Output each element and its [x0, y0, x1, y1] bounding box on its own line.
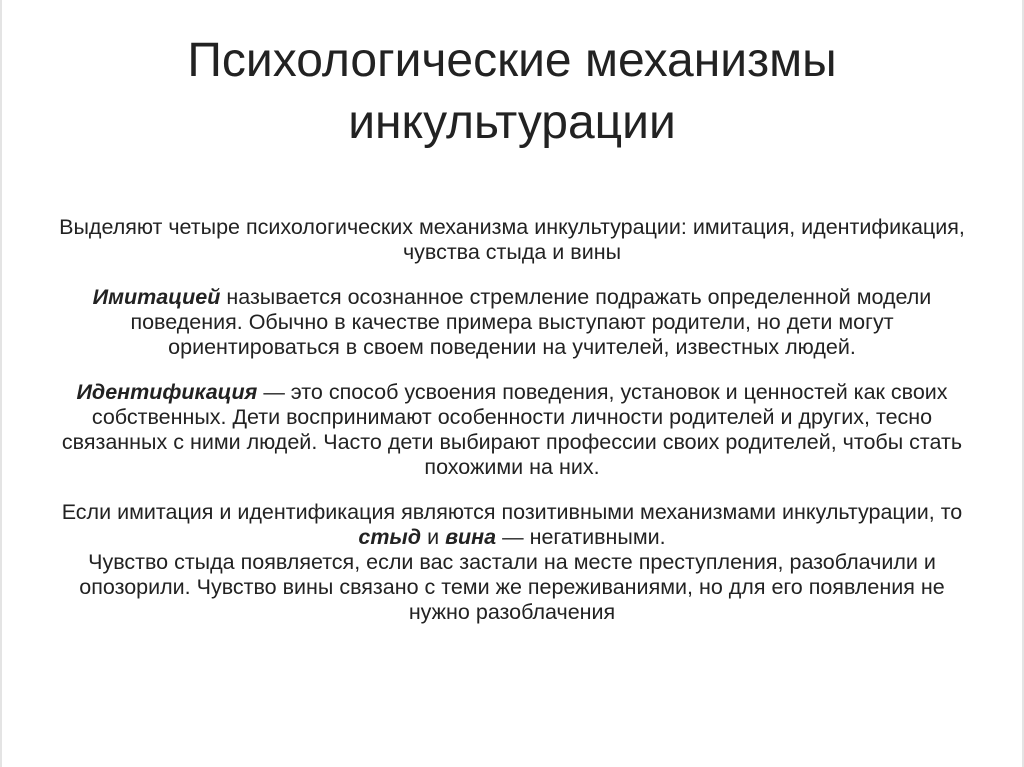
shame-term: стыд [358, 525, 422, 549]
imitation-paragraph [48, 285, 976, 360]
identification-term: Идентификация [76, 380, 258, 404]
slide-body [48, 215, 976, 625]
slide-left-edge [0, 0, 2, 767]
intro-paragraph: Выделяют четыре психологических механизма инкультурации: имитация, идентификация, чувства стыда и вины [59, 215, 965, 264]
identification-paragraph [48, 380, 976, 480]
negative-text-after: — негативными. [496, 525, 666, 549]
guilt-term: вина [445, 525, 497, 549]
shame-guilt-paragraph: Чувство стыда появляется, если вас застали на месте преступления, разоблачили и опозорили. Чувство вины связано с теми же переживаниями, но для его появления не нужно разоблачения [79, 550, 945, 624]
negative-mechanisms-paragraph [48, 500, 976, 550]
title-line-1: Психологические механизмы [187, 34, 837, 87]
slide-title [80, 30, 944, 154]
imitation-term: Имитацией [92, 285, 221, 309]
negative-text-and: и [421, 525, 446, 549]
imitation-text: называется осознанное стремление подражать определенной модели поведения. Обычно в качестве примера выступают родители, но дети могут ориентироваться в своем поведении на учителей, известных людей. [130, 285, 932, 359]
identification-text: — это способ усвоения поведения, установок и ценностей как своих собственных. Дети воспринимают особенности личности родителей и других, тесно связанных с ними людей. Часто дети выбирают профессии своих родителей, чтобы стать похожими на них. [61, 380, 963, 479]
negative-text-before: Если имитация и идентификация являются позитивными механизмами инкультурации, то [61, 500, 963, 524]
title-line-2: инкультурации [348, 96, 676, 149]
